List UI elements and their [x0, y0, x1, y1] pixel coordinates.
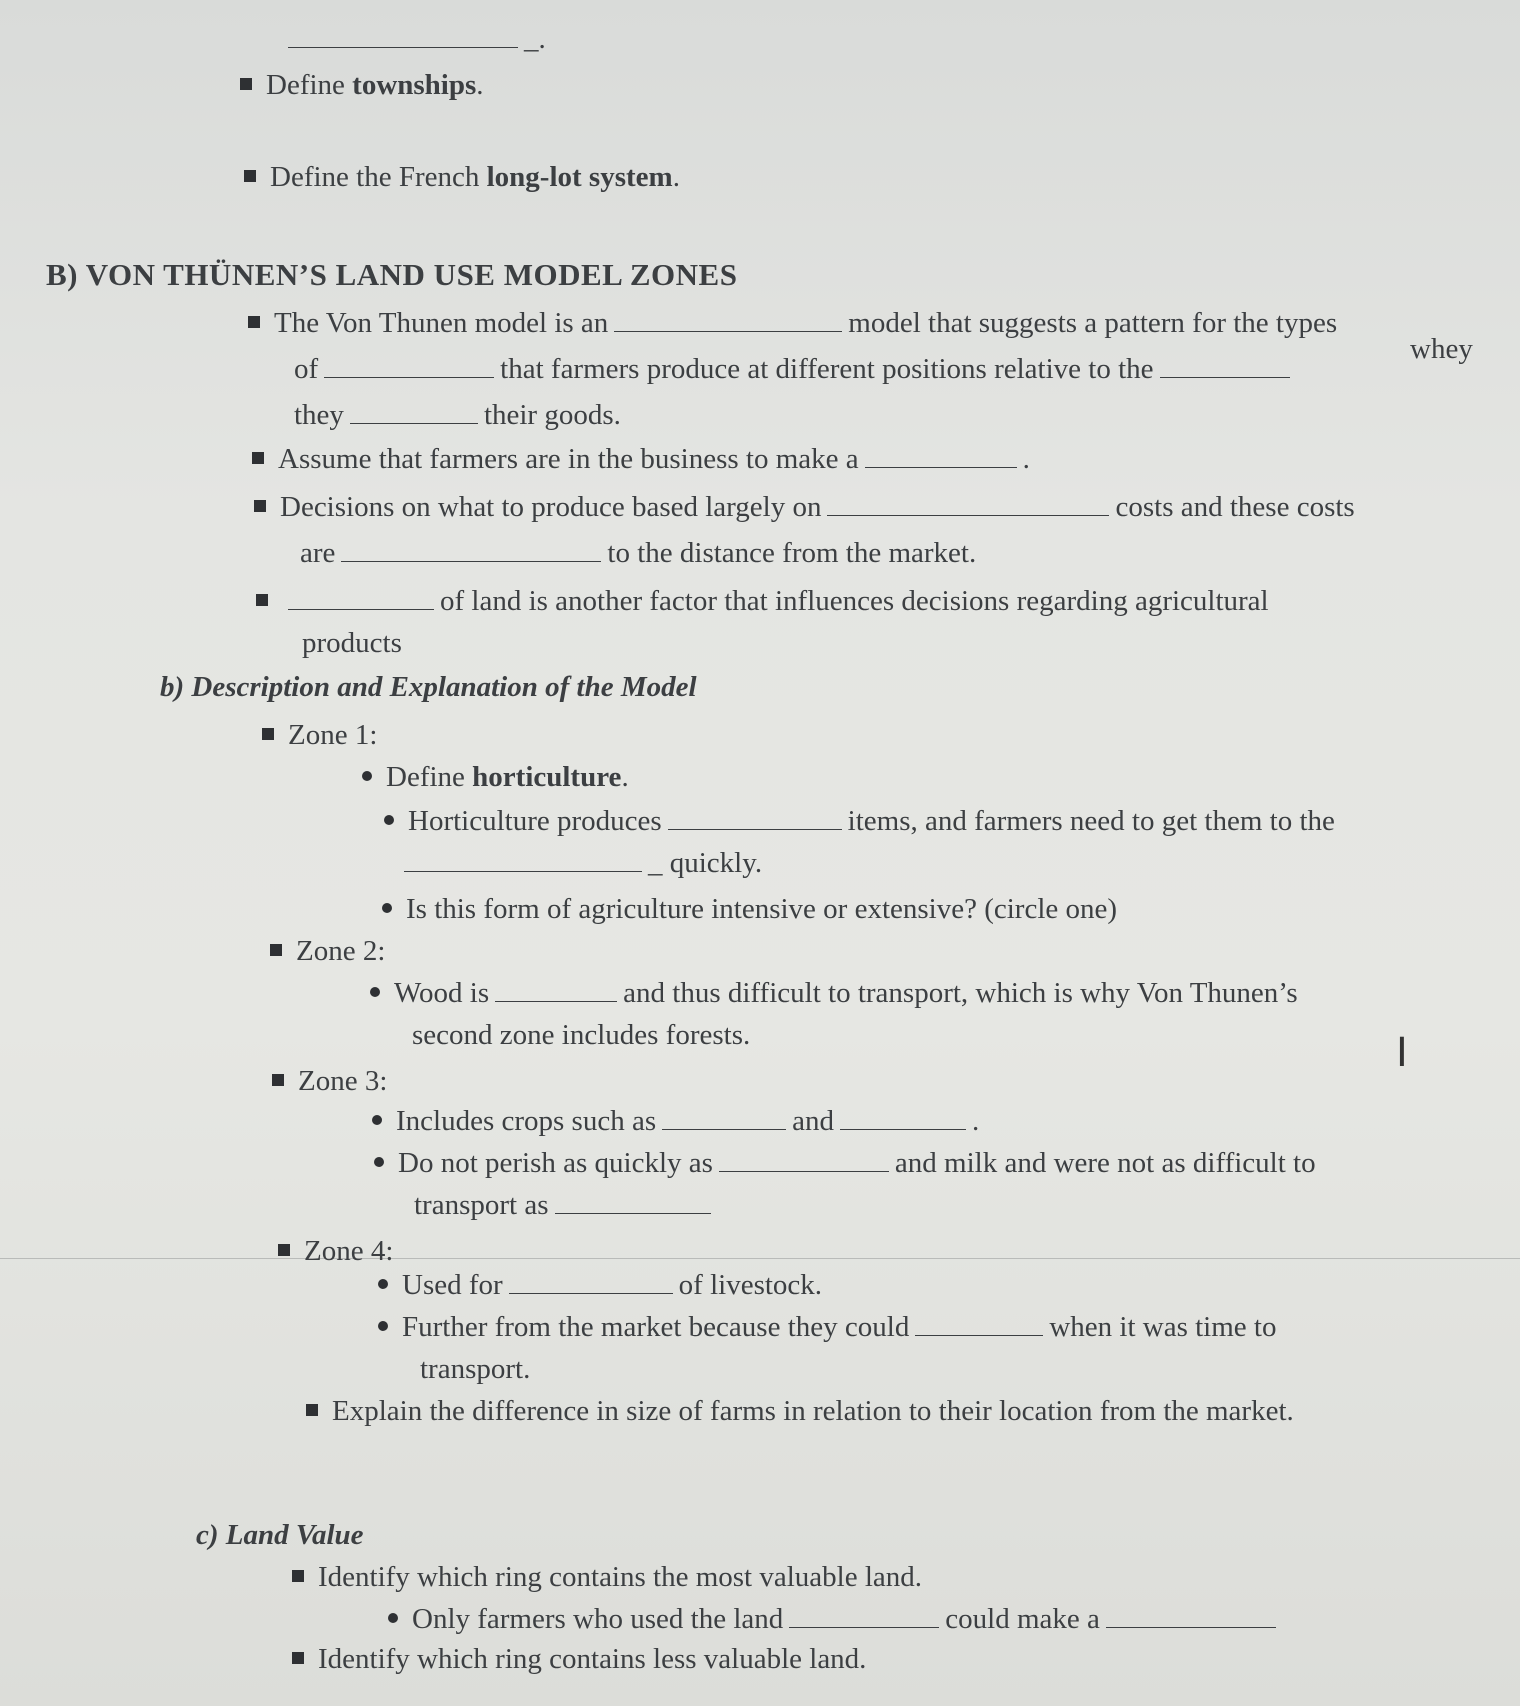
- round-bullet-icon: [382, 903, 392, 913]
- round-bullet-icon: [374, 1157, 384, 1167]
- zone3-perish-line-2: transport as: [414, 1188, 717, 1222]
- round-bullet-icon: [370, 987, 380, 997]
- round-bullet-icon: [384, 815, 394, 825]
- zone1-label: Zone 1:: [262, 718, 377, 752]
- zone2-wood-line: Wood is and thus difficult to transport, which is why Von Thunen’s: [370, 976, 1298, 1010]
- square-bullet-icon: [292, 1570, 304, 1582]
- zone4-label: Zone 4:: [278, 1234, 393, 1268]
- land-factor-line-1: of land is another factor that influences decisions regarding agricultural: [256, 584, 1269, 618]
- square-bullet-icon: [306, 1404, 318, 1416]
- subheading-land-value: c) Land Value: [196, 1519, 364, 1551]
- fill-blank[interactable]: [840, 1107, 966, 1130]
- identify-most-valuable-item: Identify which ring contains the most valuable land.: [292, 1560, 922, 1594]
- fill-blank[interactable]: [827, 493, 1109, 516]
- zone4-further-line: Further from the market because they could when it was time to: [378, 1310, 1276, 1344]
- section-b-heading: B) VON THÜNEN’S LAND USE MODEL ZONES: [46, 257, 738, 292]
- fill-blank[interactable]: [789, 1605, 939, 1628]
- fill-blank[interactable]: [324, 355, 494, 378]
- fill-blank[interactable]: [404, 849, 642, 872]
- square-bullet-icon: [244, 170, 256, 182]
- zone1-produces-line: Horticulture produces items, and farmers need to get them to the: [384, 804, 1335, 838]
- square-bullet-icon: [256, 594, 268, 606]
- zone4-used-line: Used for of livestock.: [378, 1268, 822, 1302]
- text-cursor-icon: I: [1396, 1030, 1408, 1076]
- define-longlot-item: Define the French long-lot system.: [244, 160, 680, 194]
- decisions-line-1: Decisions on what to produce based largely on costs and these costs: [254, 490, 1355, 524]
- round-bullet-icon: [372, 1115, 382, 1125]
- fill-blank[interactable]: [288, 587, 434, 610]
- square-bullet-icon: [240, 78, 252, 90]
- assume-item: Assume that farmers are in the business to make a .: [252, 442, 1030, 476]
- top-blank-line: _.: [282, 22, 546, 56]
- only-farmers-line: Only farmers who used the land could make a: [388, 1602, 1282, 1636]
- zone1-define-horticulture: Define horticulture.: [362, 760, 629, 794]
- square-bullet-icon: [254, 500, 266, 512]
- fill-blank[interactable]: [1106, 1605, 1276, 1628]
- square-bullet-icon: [252, 452, 264, 464]
- fill-blank[interactable]: [509, 1271, 673, 1294]
- vt-model-line-2: of that farmers produce at different positions relative to the: [294, 352, 1296, 386]
- zone3-crops-line: Includes crops such as and .: [372, 1104, 979, 1138]
- zone3-perish-line: Do not perish as quickly as and milk and were not as difficult to: [374, 1146, 1316, 1180]
- subheading-description: b) Description and Explanation of the Model: [160, 671, 697, 703]
- page-divider: [0, 1258, 1520, 1259]
- fill-blank[interactable]: [915, 1313, 1043, 1336]
- round-bullet-icon: [378, 1321, 388, 1331]
- land-factor-line-2: products: [302, 627, 402, 659]
- fill-blank[interactable]: [495, 979, 617, 1002]
- fill-blank[interactable]: [865, 445, 1017, 468]
- round-bullet-icon: [378, 1279, 388, 1289]
- round-bullet-icon: [388, 1613, 398, 1623]
- fill-blank[interactable]: [555, 1191, 711, 1214]
- square-bullet-icon: [270, 944, 282, 956]
- square-bullet-icon: [278, 1244, 290, 1256]
- decisions-line-2: are to the distance from the market.: [300, 537, 977, 569]
- explain-farm-size-item: Explain the difference in size of farms in relation to their location from the market.: [306, 1394, 1294, 1428]
- zone2-label: Zone 2:: [270, 934, 385, 968]
- vt-model-line-3: they their goods.: [294, 399, 621, 431]
- identify-less-valuable-item: Identify which ring contains less valuable land.: [292, 1642, 866, 1676]
- fill-blank[interactable]: [662, 1107, 786, 1130]
- define-townships-item: Define townships.: [240, 68, 484, 102]
- zone4-further-line-2: transport.: [420, 1353, 531, 1385]
- vt-model-line-1: The Von Thunen model is an model that suggests a pattern for the types: [248, 306, 1337, 340]
- square-bullet-icon: [248, 316, 260, 328]
- zone3-label: Zone 3:: [272, 1064, 387, 1098]
- zone2-wood-line-2: second zone includes forests.: [412, 1019, 751, 1051]
- zone1-quickly-line: _ quickly.: [404, 846, 762, 880]
- square-bullet-icon: [272, 1074, 284, 1086]
- vt-model-whey: whey: [1410, 333, 1473, 365]
- round-bullet-icon: [362, 771, 372, 781]
- fill-blank[interactable]: [614, 309, 842, 332]
- square-bullet-icon: [292, 1652, 304, 1664]
- fill-blank[interactable]: [668, 807, 842, 830]
- fill-blank[interactable]: [341, 539, 601, 562]
- fill-blank[interactable]: [350, 401, 478, 424]
- square-bullet-icon: [262, 728, 274, 740]
- zone1-question: Is this form of agriculture intensive or extensive? (circle one): [382, 892, 1117, 926]
- fill-blank[interactable]: [719, 1149, 889, 1172]
- fill-blank[interactable]: [1160, 355, 1290, 378]
